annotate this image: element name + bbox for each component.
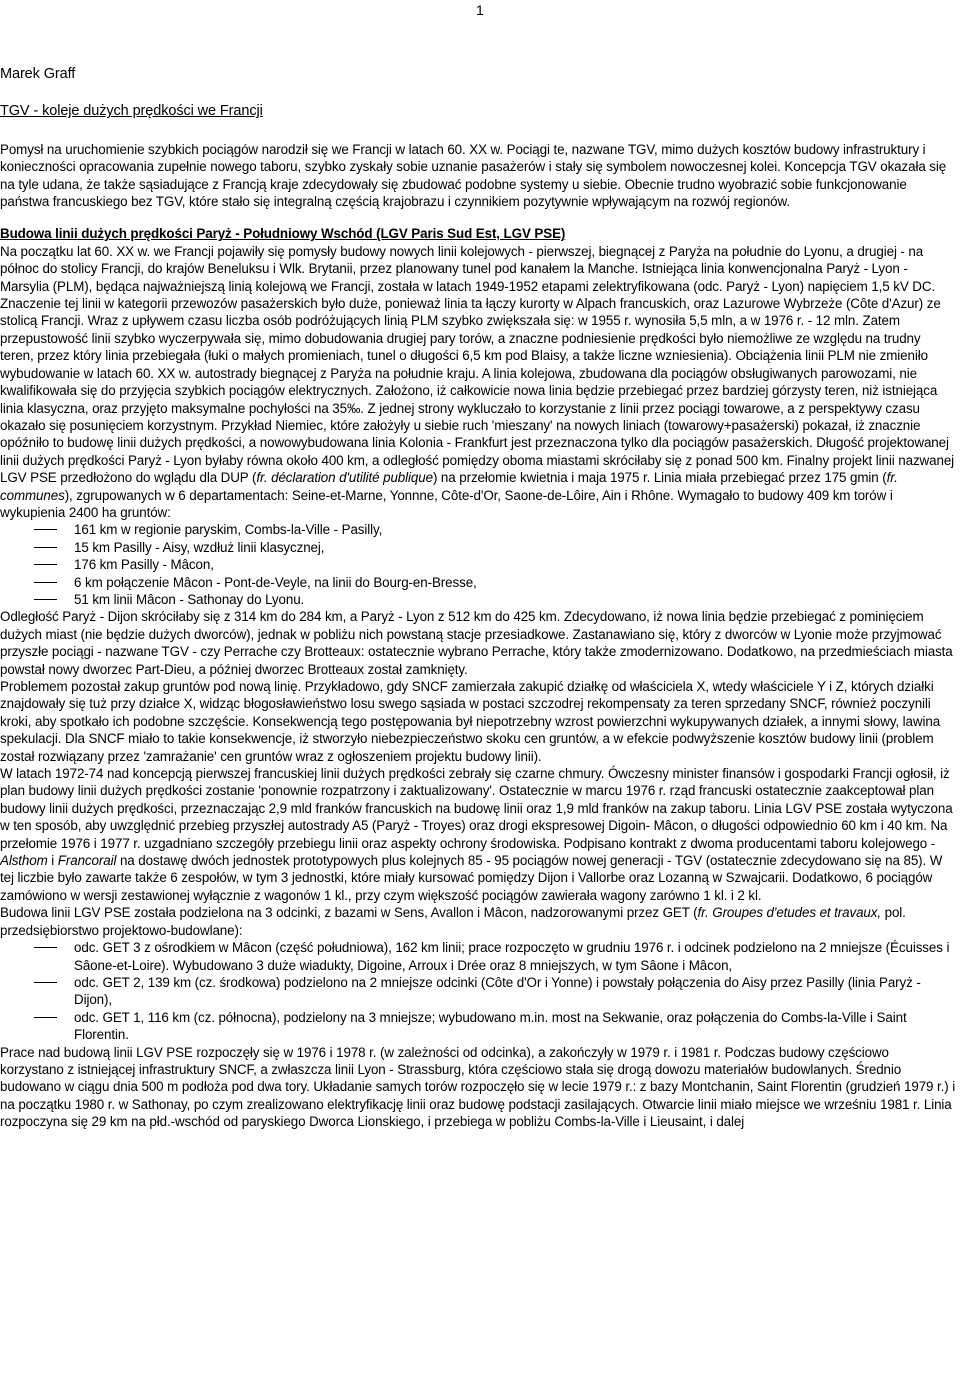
- intro-paragraph: Pomysł na uruchomienie szybkich pociągów narodził się we Francji w latach 60. XX w. Pociągi te, nazwane TGV, mimo dużych kosztów budowy infrastruktury i konieczności opracowania zupełnie nowego taboru, szybko zyskały sobie uznanie pasażerów i stały się symbolem nowoczesnej kolei. Koncepcja TGV okazała się na tyle udana, że także sąsiadujące z Francją kraje zdecydowały się zbudować podobne systemy u siebie. Obecnie trudno wyobrazić sobie funkcjonowanie państwa francuskiego bez TGV, które stało się integralną częścią krajobrazu i czynnikiem pozytywnie wpływającym na rozwój regionów.: [0, 141, 947, 210]
- page-number: 1: [476, 2, 484, 18]
- fr-term-get: fr. Groupes d'etudes et travaux,: [697, 905, 881, 921]
- section-heading-text: Budowa linii dużych prędkości Paryż - Południowy Wschód (LGV Paris Sud Est, LGV PSE): [0, 226, 566, 242]
- list-item: 6 km połączenie Mâcon - Pont-de-Veyle, na linii do Bourg-en-Bresse,: [0, 574, 956, 591]
- list-item: 15 km Pasilly - Aisy, wzdłuż linii klasycznej,: [0, 539, 956, 556]
- list-item: odc. GET 2, 139 km (cz. środkowa) podzielono na 2 mniejsze odcinki (Côte d'Or i Yonne) i powstały połączenia do Aisy przez Pasilly (linia Paryż - Dijon),: [0, 974, 956, 1009]
- document-title: TGV - koleje dużych prędkości we Francji: [0, 103, 263, 120]
- manufacturer-francorail: Francorail: [57, 853, 117, 869]
- fr-term-dup: fr. déclaration d'utilité publique: [256, 470, 433, 486]
- get-sections-list: [0, 939, 956, 1043]
- paragraph-land-purchase: Problemem pozostał zakup gruntów pod nową linię. Przykładowo, gdy SNCF zamierzała zakupić działkę od właściciela X, wtedy właściciele Y i Z, których działki znajdowały się tuż przy działce X, widząc błogosławieństwo losu swego sąsiada w postaci szczodrej rekompensaty za teren sprzedany SNCF, również poczynili kroki, aby spotkało ich podobne szczęście. Konsekwencją tego postępowania był niepotrzebny wzrost powierzchni wykupywanych działek, a innymi słowy, lawina spekulacji. Dla SNCF miało to takie konsekwencje, iż stworzyło niebezpieczeństwo skoku cen gruntów, a w efekcie podwyższenie kosztów budowy linii (problem został rozwiązany przez 'zamrażanie' cen gruntów wraz z ogłoszeniem projektu budowy linii).: [0, 679, 941, 764]
- list-item: odc. GET 1, 116 km (cz. północna), podzielony na 3 mniejsze; wybudowano m.in. most na Sekwanie, oraz połączenia do Combs-la-Ville i Saint Florentin.: [0, 1009, 956, 1044]
- document-body: [0, 66, 956, 1131]
- list-item: 161 km w regionie paryskim, Combs-la-Ville - Pasilly,: [0, 521, 956, 538]
- list-item: 176 km Pasilly - Mâcon,: [0, 556, 956, 573]
- list-item: odc. GET 3 z ośrodkiem w Mâcon (część południowa), 162 km linii; prace rozpoczęto w grudniu 1976 r. i odcinek podzielono na 2 mniejsze (Écuisses i Sâone-et-Loire). Wybudowano 3 duże wiadukty, Digoine, Arroux i Drée oraz 8 mniejszych, w tym Sâone i Mâcon,: [0, 939, 956, 974]
- route-segments-list: [0, 521, 956, 608]
- paragraph-sections: Budowa linii LGV PSE została podzielona na 3 odcinki, z bazami w Sens, Avallon i Mâcon, nadzorowanymi przez GET (fr. Groupes d'etudes et travaux, pol. przedsiębiorstwo projektowo-budowlane):: [0, 905, 906, 938]
- section-heading: [0, 225, 956, 242]
- fr-term-communes: fr. communes: [0, 470, 898, 503]
- paragraph-approval: W latach 1972-74 nad koncepcją pierwszej francuskiej linii dużych prędkości zebrały się czarne chmury. Ówczesny minister finansów i gospodarki Francji ogłosił, iż plan budowy linii dużych prędkości zostanie 'ponownie rozpatrzony i zaktualizowany'. Ostatecznie w marcu 1976 r. rząd francuski ostatecznie zaakceptował plan budowy linii dużych prędkości, przeznaczając 2,9 mld franków francuskich na budowę linii oraz 1,9 mld franków na zakup taboru. Linia LGV PSE została wytyczona w ten sposób, aby uwzględnić przebieg przyszłej autostrady A5 (Paryż - Troyes) oraz drogi ekspresowej Digoin- Mâcon, o długości odpowiednio 60 km i 40 km. Na przełomie 1976 i 1977 r. uzgadniano szczegóły przebiegu linii oraz aspekty ochrony środowiska. Podpisano kontrakt z dwoma producentami taboru kolejowego - Alsthom i Francorail na dostawę dwóch jednostek prototypowych plus kolejnych 85 - 95 pociągów nowej generacji - TGV (ostatecznie zdecydowano się na 85). W tej liczbie było zawarte także 6 zespołów, w tym 3 jednostki, które miały kursować pomiędzy Dijon i Vallorbe oraz Lozanną w Szwajcarii. Dodatkowo, 6 pociągów zamówiono w wersji zestawionej wyłącznie z wagonów 1 kl., przy czym większość pociągów zawierała wagony zarówno 1 kl. i 2 kl.: [0, 766, 953, 903]
- manufacturer-alsthom: Alsthom: [0, 853, 48, 869]
- list-item: 51 km linii Mâcon - Sathonay do Lyonu.: [0, 591, 956, 608]
- paragraph-construction: Prace nad budową linii LGV PSE rozpoczęły się w 1976 i 1978 r. (w zależności od odcinka), a zakończyły w 1979 r. i 1981 r. Podczas budowy częściowo korzystano z istniejącej infrastruktury SNCF, a zwłaszcza linii Lyon - Strassburg, która częściowo stała się drogą dowozu materiałów budowlanych. Średnio budowano w ciągu dnia 500 m podłoża pod dwa tory. Układanie samych torów rozpoczęło się w lecie 1979 r.: z bazy Montchanin, Saint Florentin (grudzień 1979 r.) i na początku 1980 r. w Sathonay, po czym zrealizowano elektryfikację linii oraz budowę podstacji zasilających. Otwarcie linii miało miejsce we wrześniu 1981 r. Linia rozpoczyna się 29 km na płd.-wschód od paryskiego Dworca Lionskiego, i przebiega w pobliżu Combs-la-Ville i Lieusaint, i dalej: [0, 1044, 956, 1130]
- paragraph-distances: Odległość Paryż - Dijon skróciłaby się z 314 km do 284 km, a Paryż - Lyon z 512 km do 425 km. Zdecydowano, iż nowa linia będzie przebiegać z pominięciem dużych miast (nie będzie dużych dworców), jednak w pobliżu nich powstaną stacje przesiadkowe. Zastanawiano się, który z dworców w Lyonie może przyjmować przyszłe pociągi - nazwane TGV - czy Perrache czy Brotteaux: ostatecznie wybrano Perrache, który także zmodernizowano. Dodatkowo, na przedmieściach miasta powstał nowy dworzec Part-Dieu, a później dworzec Brotteaux został zamknięty.: [0, 609, 953, 677]
- author: Marek Graff: [0, 66, 76, 82]
- paragraph-history: Na początku lat 60. XX w. we Francji pojawiły się pomysły budowy nowych linii kolejowych - pierwszej, biegnącej z Paryża na południe do Lyonu, a drugiej - na północ do stolicy Francji, do krajów Beneluksu i Wlk. Brytanii, przez planowany tunel pod kanałem la Manche. Istniejąca linia konwencjonalna Paryż - Lyon - Marsylia (PLM), będąca najważniejszą linią kolejową we Francji, została w latach 1949-1952 etapami zelektryfikowana (odc. Paryż - Lyon) napięciem 1,5 kV DC. Znaczenie tej linii w kategorii przewozów pasażerskich było duże, ponieważ linia ta łączy kurorty w Alpach francuskich, oraz Lazurowe Wybrzeże (Côte d'Azur) ze stolicą Francji. Wraz z upływem czasu liczba osób podróżujących linią PLM szybko zwiększała się: w 1955 r. wynosiła 5,5 mln, a w 1976 r. - 12 mln. Zatem przepustowość linii szybko wyczerpywała się, mimo dobudowania drugiej pary torów, a znaczne podniesienie prędkości było niemożliwe ze względu na trudny teren, przez który linia przebiegała (łuki o małych promieniach, tunel o długości 6,5 km pod Blaisy, a także liczne wzniesienia). Obciążenia linii PLM nie zmieniło wybudowanie w latach 60. XX w. autostrady biegnącej z Paryża na południe kraju. A linia kolejowa, zbudowana dla pociągów obsługiwanych parowozami, nie kwalifikowała się do przyjęcia szybkich pociągów elektrycznych. Założono, iż całkowicie nowa linia będzie przebiegać przez bardziej górzysty teren, niż istniejąca linia klasyczna, oraz przyjęto maksymalne pochyłości na 35‰. Z jednej strony wykluczało to korzystanie z linii przez pociągi towarowe, a z perspektywy czasu okazało się posunięciem korzystnym. Przykład Niemiec, które założyły u siebie ruch 'mieszany' na nowych liniach (towarowy+pasażerski) pokazał, iż znacznie opóźniło to budowę linii dużych prędkości, a nowowybudowana linia Kolonia - Frankfurt jest przeznaczona tylko dla pociągów pasażerskich. Długość projektowanej linii dużych prędkości Paryż - Lyon byłaby równa około 400 km, a odległość pomiędzy oboma miastami skróciłaby się z ponad 500 km. Finalny projekt linii nazwanej LGV PSE przedłożono do wglądu dla DUP (fr. déclaration d'utilité publique) na przełomie kwietnia i maja 1975 r. Linia miała przebiegać przez 175 gmin (fr. communes), zgrupowanych w 6 departamentach: Seine-et-Marne, Yonnne, Côte-d'Or, Saone-de-Lôire, Ain i Rhône. Wymagało to budowy 409 km torów i wykupienia 2400 ha gruntów:: [0, 243, 955, 520]
